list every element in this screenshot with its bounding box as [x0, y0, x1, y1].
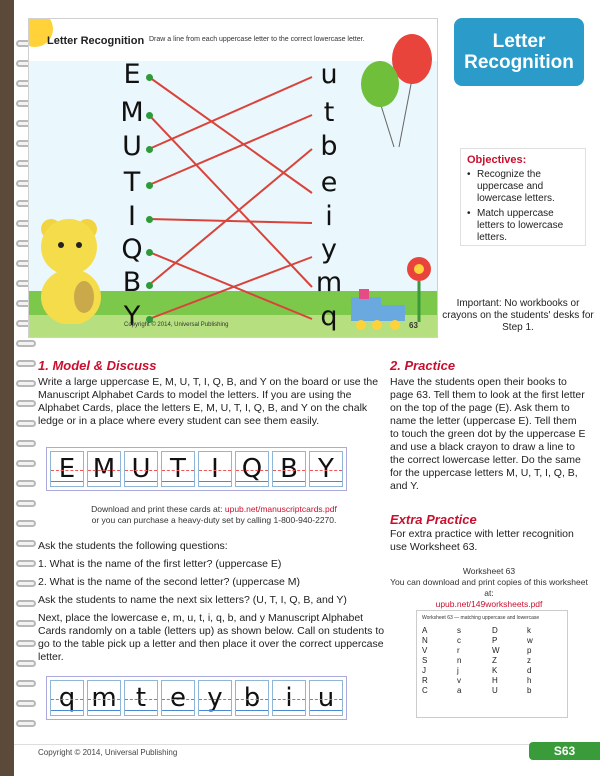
letter-uppercase: B: [122, 267, 142, 298]
manuscript-cards-link[interactable]: upub.net/manuscriptcards.pdf: [224, 504, 337, 514]
alphabet-card: Q: [235, 451, 269, 487]
mini-worksheet-title: Worksheet 63 — matching uppercase and lowercase: [422, 615, 540, 621]
extra-practice-heading: Extra Practice: [390, 512, 477, 527]
worksheets-link[interactable]: upub.net/149worksheets.pdf: [435, 599, 543, 609]
question-3: Ask the students to name the next six letters? (U, T, I, Q, B, and Y): [38, 594, 347, 606]
alphabet-card: u: [309, 680, 343, 716]
alphabet-card: y: [198, 680, 232, 716]
letter-lowercase: m: [315, 267, 343, 298]
objective-item: • Recognize the uppercase and lowercase letters.: [467, 169, 579, 205]
alphabet-card: T: [161, 451, 195, 487]
worksheet-note-line: You can download and print copies of this worksheet at:: [390, 577, 588, 598]
letter-lowercase: i: [325, 201, 333, 232]
letter-uppercase: M: [120, 97, 144, 128]
model-discuss-para2: Next, place the lowercase e, m, u, t, i, q, b, and y Manuscript Alphabet Cards randomly on a table (letters up) as shown below. Call on students to go to the table pick up a letter and then place it over the correct uppercase letter.: [38, 612, 385, 663]
alphabet-card: Y: [309, 451, 343, 487]
question-1: 1. What is the name of the first letter? (uppercase E): [38, 558, 282, 570]
letter-lowercase: t: [323, 97, 335, 128]
model-discuss-heading: 1. Model & Discuss: [38, 358, 157, 373]
objective-item: • Match uppercase letters to lowercase letters.: [467, 208, 579, 244]
worksheet-note: [390, 566, 588, 610]
letter-lowercase: e: [320, 167, 338, 198]
lowercase-card-strip: [46, 676, 347, 720]
practice-heading: 2. Practice: [390, 358, 456, 373]
worksheet-preview: [28, 18, 438, 338]
footer-copyright: Copyright © 2014, Universal Publishing: [38, 748, 178, 757]
objectives-heading: Objectives:: [467, 154, 527, 166]
mini-row: R v H h: [422, 676, 532, 685]
letter-lowercase: q: [320, 301, 338, 332]
mini-row: A s D k: [422, 626, 531, 635]
mini-row: N c P w: [422, 636, 533, 645]
letter-uppercase: T: [123, 167, 141, 198]
important-note: Important: No workbooks or crayons on the students' desks for Step 1.: [442, 298, 594, 333]
alphabet-card: M: [87, 451, 121, 487]
worksheet-note-title: Worksheet 63: [462, 566, 516, 576]
letter-lowercase: u: [320, 59, 338, 90]
objectives-box: [460, 148, 586, 246]
worksheet-title: Letter Recognition: [47, 35, 145, 47]
extra-practice-para: For extra practice with letter recognition use Worksheet 63.: [390, 528, 574, 553]
download-line2: or you can purchase a heavy-duty set by calling 1-800-940-2270.: [91, 515, 337, 525]
alphabet-card: t: [124, 680, 158, 716]
alphabet-card: b: [235, 680, 269, 716]
alphabet-card: m: [87, 680, 121, 716]
alphabet-card: i: [272, 680, 306, 716]
book-page: [14, 0, 600, 776]
page-number-badge: S63: [529, 742, 600, 760]
letter-uppercase: Q: [121, 234, 143, 265]
alphabet-card: B: [272, 451, 306, 487]
ask-prompt: Ask the students the following questions:: [38, 540, 228, 552]
model-discuss-para1: Write a large uppercase E, M, U, T, I, Q, B, and Y on the board or use the Manuscript Alphabet Cards to model the letters. If you are using the Alphabet Cards, place the letters E, M, U, T, I, Q, B, and Y on the chalk ledge or in a place where every student can see them easily.: [38, 376, 379, 427]
mini-row: J j K d: [422, 666, 532, 675]
worksheet-instruction: Draw a line from each uppercase letter to the correct lowercase letter.: [149, 36, 365, 43]
letter-lowercase: b: [320, 131, 338, 162]
mini-row: V r W p: [422, 646, 532, 655]
worksheet-63-thumbnail: [416, 610, 568, 718]
question-2: 2. What is the name of the second letter? (uppercase M): [38, 576, 301, 588]
alphabet-card: I: [198, 451, 232, 487]
uppercase-card-strip: [46, 447, 347, 491]
letter-uppercase: E: [123, 59, 141, 90]
matching-lines: [29, 19, 438, 338]
alphabet-card: U: [124, 451, 158, 487]
download-line1: Download and print these cards at:: [91, 504, 223, 514]
alphabet-card: E: [50, 451, 84, 487]
worksheet-copyright: Copyright © 2014, Universal Publishing: [124, 322, 229, 328]
lesson-title-line1: Letter: [492, 31, 546, 52]
letter-uppercase: U: [122, 131, 142, 162]
letter-uppercase: I: [128, 201, 136, 232]
letter-lowercase: y: [321, 234, 337, 265]
lesson-title-line2: Recognition: [464, 52, 574, 73]
lesson-title-box: [454, 18, 584, 86]
alphabet-card: q: [50, 680, 84, 716]
mini-row: S n Z z: [422, 656, 531, 665]
worksheet-page-number: 63: [409, 321, 418, 330]
practice-para: Have the students open their books to page 63. Tell them to look at the first letter on the top of the page (E). Ask them to name the letter (uppercase E). Tell them to touch the green dot by the uppercase E and use a black crayon to draw a line to the correct lowercase letter. Do the same for the uppercase letters M, U, T, I, Q, B, and Y.: [390, 376, 586, 492]
download-note: [38, 504, 390, 526]
letter-uppercase: Y: [123, 301, 141, 332]
mini-row: C a U b: [422, 686, 532, 695]
alphabet-card: e: [161, 680, 195, 716]
